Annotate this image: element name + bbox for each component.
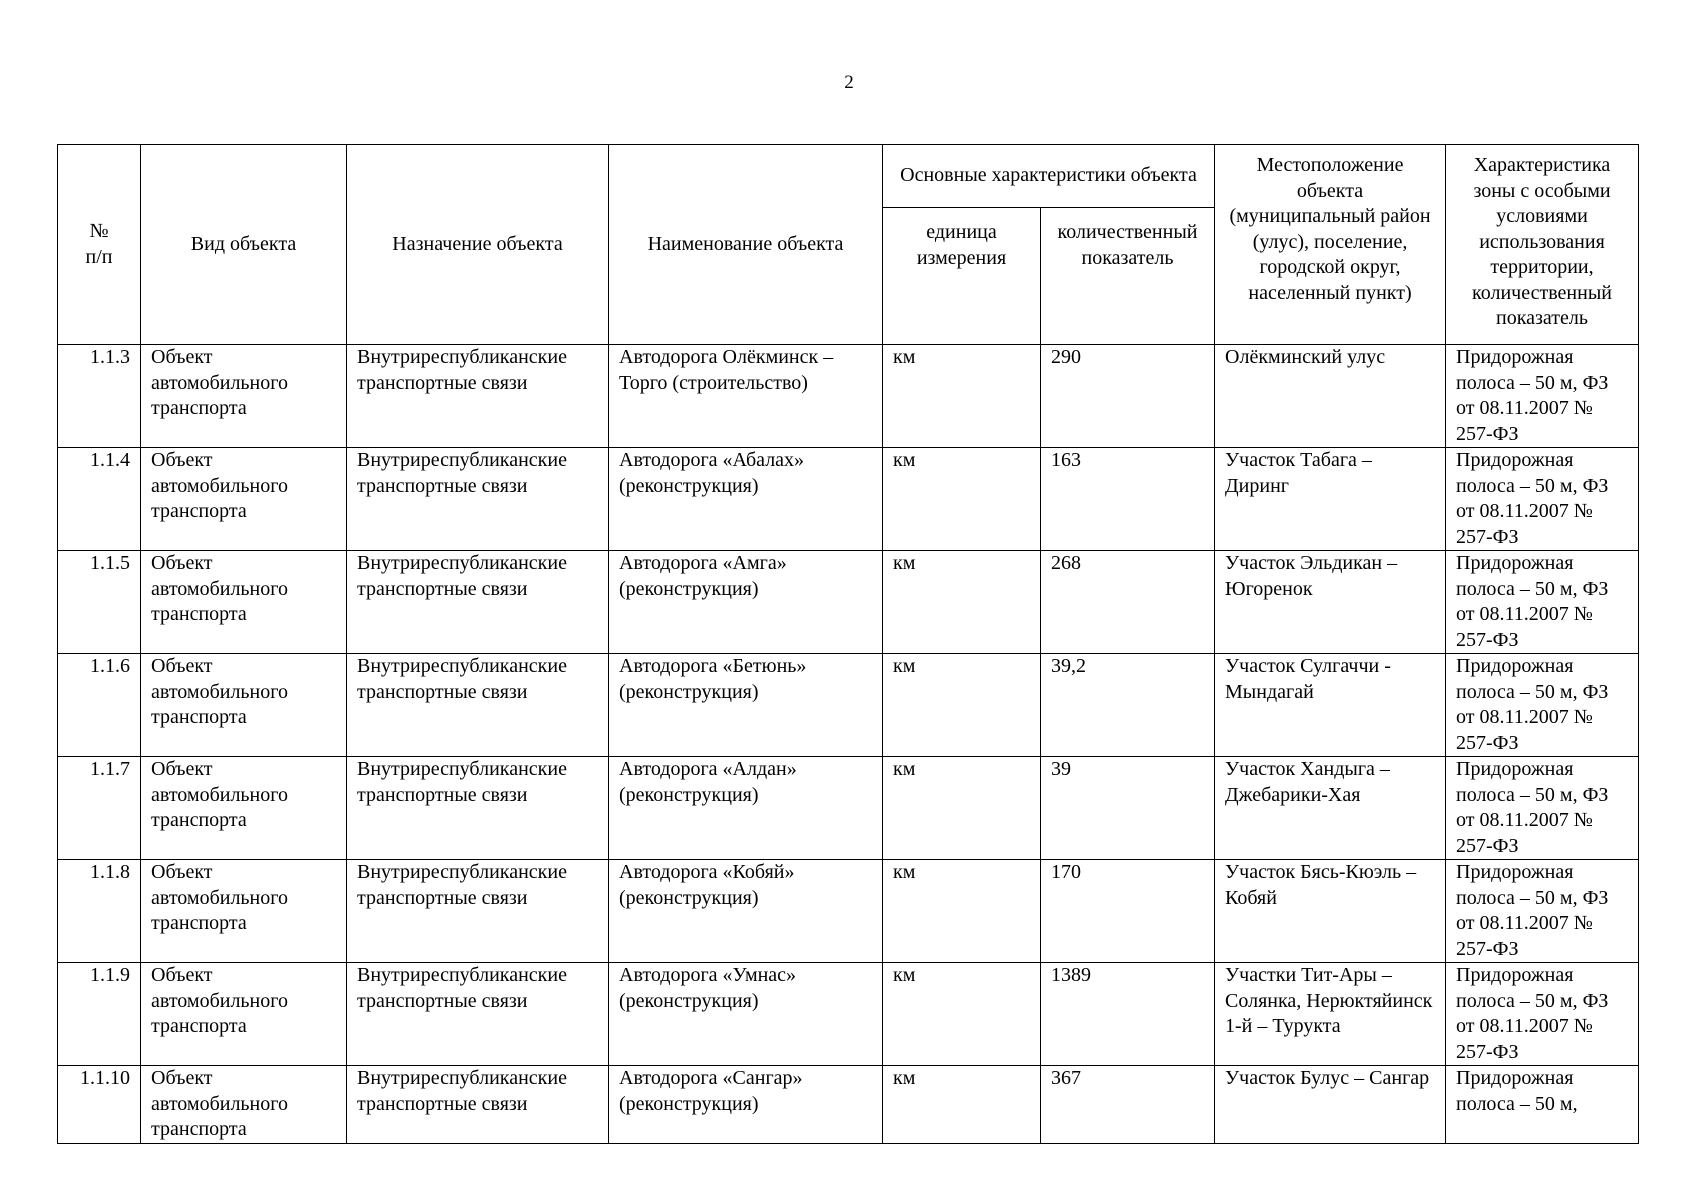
row-zone: Придорожная полоса – 50 м, [1446,1066,1639,1144]
row-location: Участок Табага – Диринг [1215,448,1446,551]
row-kind: Объект автомобильного транспорта [141,963,347,1066]
row-location: Участок Бясь-Кюэль – Кобяй [1215,860,1446,963]
row-name: Автодорога Олёкминск – Торго (строительство) [609,345,883,448]
row-purpose: Внутриреспубликанские транспортные связи [347,551,609,654]
row-num: 1.1.5 [58,551,141,654]
row-kind: Объект автомобильного транспорта [141,1066,347,1144]
row-unit: км [883,963,1041,1066]
table-row [58,448,1639,551]
row-kind: Объект автомобильного транспорта [141,551,347,654]
header-main-characteristics: Основные характеристики объекта [883,145,1215,208]
header-location: Местоположение объекта (муниципальный район (улус), поселение, городской округ, населенный пункт) [1215,145,1446,345]
row-zone: Придорожная полоса – 50 м, ФЗ от 08.11.2007 № 257-ФЗ [1446,654,1639,757]
row-purpose: Внутриреспубликанские транспортные связи [347,345,609,448]
row-quantity: 170 [1041,860,1215,963]
row-name: Автодорога «Сангар» (реконструкция) [609,1066,883,1144]
row-num: 1.1.3 [58,345,141,448]
header-purpose: Назначение объекта [347,145,609,345]
row-num: 1.1.8 [58,860,141,963]
row-location: Олёкминский улус [1215,345,1446,448]
row-kind: Объект автомобильного транспорта [141,757,347,860]
table-row [58,963,1639,1066]
row-kind: Объект автомобильного транспорта [141,448,347,551]
row-zone: Придорожная полоса – 50 м, ФЗ от 08.11.2007 № 257-ФЗ [1446,551,1639,654]
row-location: Участок Хандыга – Джебарики-Хая [1215,757,1446,860]
row-purpose: Внутриреспубликанские транспортные связи [347,1066,609,1144]
header-unit: единица измерения [883,208,1041,345]
header-kind: Вид объекта [141,145,347,345]
row-location: Участок Эльдикан – Югоренок [1215,551,1446,654]
row-name: Автодорога «Алдан» (реконструкция) [609,757,883,860]
row-unit: км [883,654,1041,757]
row-num: 1.1.7 [58,757,141,860]
row-quantity: 39 [1041,757,1215,860]
row-unit: км [883,551,1041,654]
row-quantity: 163 [1041,448,1215,551]
row-zone: Придорожная полоса – 50 м, ФЗ от 08.11.2007 № 257-ФЗ [1446,860,1639,963]
row-kind: Объект автомобильного транспорта [141,860,347,963]
row-zone: Придорожная полоса – 50 м, ФЗ от 08.11.2007 № 257-ФЗ [1446,448,1639,551]
row-quantity: 268 [1041,551,1215,654]
row-name: Автодорога «Бетюнь» (реконструкция) [609,654,883,757]
row-name: Автодорога «Умнас» (реконструкция) [609,963,883,1066]
table-row [58,551,1639,654]
row-purpose: Внутриреспубликанские транспортные связи [347,860,609,963]
row-zone: Придорожная полоса – 50 м, ФЗ от 08.11.2007 № 257-ФЗ [1446,963,1639,1066]
row-unit: км [883,757,1041,860]
header-quantity: количественный показатель [1041,208,1215,345]
row-unit: км [883,345,1041,448]
row-location: Участок Булус – Сангар [1215,1066,1446,1144]
row-unit: км [883,1066,1041,1144]
header-num: № п/п [58,145,141,345]
row-quantity: 1389 [1041,963,1215,1066]
row-quantity: 367 [1041,1066,1215,1144]
row-num: 1.1.6 [58,654,141,757]
row-purpose: Внутриреспубликанские транспортные связи [347,757,609,860]
row-location: Участок Сулгаччи - Мындагай [1215,654,1446,757]
page-number: 2 [844,72,854,93]
row-unit: км [883,860,1041,963]
table-row [58,654,1639,757]
territory-planning-table [57,144,1639,1144]
row-kind: Объект автомобильного транспорта [141,654,347,757]
row-kind: Объект автомобильного транспорта [141,345,347,448]
table-row [58,345,1639,448]
row-name: Автодорога «Абалах» (реконструкция) [609,448,883,551]
row-name: Автодорога «Амга» (реконструкция) [609,551,883,654]
row-quantity: 39,2 [1041,654,1215,757]
table-row [58,860,1639,963]
header-name: Наименование объекта [609,145,883,345]
row-num: 1.1.9 [58,963,141,1066]
table-row [58,757,1639,860]
row-name: Автодорога «Кобяй» (реконструкция) [609,860,883,963]
table-row [58,1066,1639,1144]
row-unit: км [883,448,1041,551]
row-quantity: 290 [1041,345,1215,448]
row-zone: Придорожная полоса – 50 м, ФЗ от 08.11.2007 № 257-ФЗ [1446,345,1639,448]
row-num: 1.1.10 [58,1066,141,1144]
row-zone: Придорожная полоса – 50 м, ФЗ от 08.11.2007 № 257-ФЗ [1446,757,1639,860]
row-location: Участки Тит-Ары – Солянка, Нерюктяйинск 1-й – Турукта [1215,963,1446,1066]
header-zone: Характеристика зоны с особыми условиями использования территории, количественный показатель [1446,145,1639,345]
row-purpose: Внутриреспубликанские транспортные связи [347,963,609,1066]
row-num: 1.1.4 [58,448,141,551]
row-purpose: Внутриреспубликанские транспортные связи [347,448,609,551]
row-purpose: Внутриреспубликанские транспортные связи [347,654,609,757]
